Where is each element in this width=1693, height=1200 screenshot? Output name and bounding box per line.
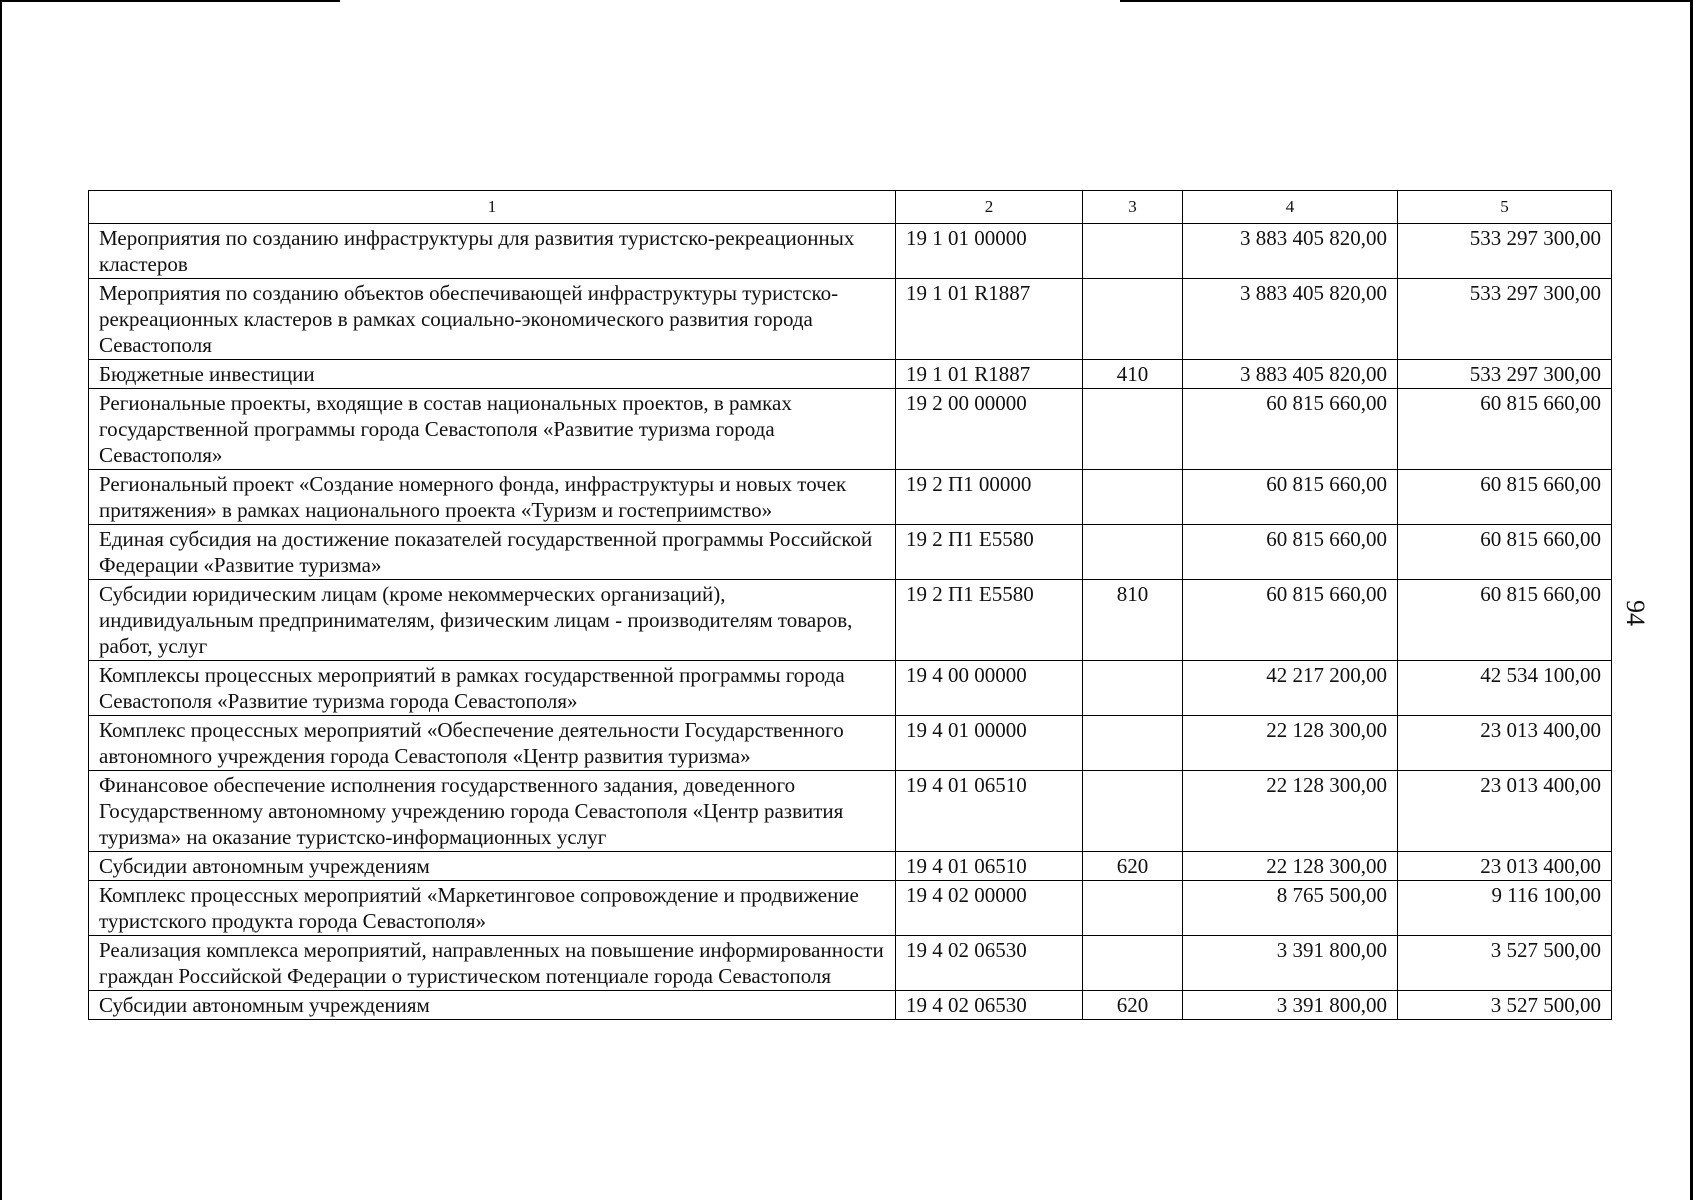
header-row xyxy=(89,191,1612,224)
row-code: 19 4 02 06530 xyxy=(896,991,1083,1020)
header-col-5: 5 xyxy=(1398,191,1612,224)
row-code: 19 4 01 06510 xyxy=(896,771,1083,852)
table-row xyxy=(89,389,1612,470)
row-sum-2: 3 527 500,00 xyxy=(1398,991,1612,1020)
row-sum-1: 60 815 660,00 xyxy=(1183,525,1398,580)
row-sum-2: 23 013 400,00 xyxy=(1398,852,1612,881)
row-sum-2: 533 297 300,00 xyxy=(1398,360,1612,389)
row-sum-2: 23 013 400,00 xyxy=(1398,716,1612,771)
row-name: Субсидии автономным учреждениям xyxy=(89,852,896,881)
row-sum-2: 42 534 100,00 xyxy=(1398,661,1612,716)
budget-table xyxy=(88,190,1612,1020)
table-row xyxy=(89,771,1612,852)
row-type xyxy=(1083,716,1183,771)
row-type: 620 xyxy=(1083,852,1183,881)
row-code: 19 1 01 R1887 xyxy=(896,279,1083,360)
table-row xyxy=(89,525,1612,580)
row-code: 19 2 00 00000 xyxy=(896,389,1083,470)
row-name: Реализация комплекса мероприятий, направленных на повышение информированности граждан Российской Федерации о туристическом потенциале города Севастополя xyxy=(89,936,896,991)
row-sum-2: 60 815 660,00 xyxy=(1398,470,1612,525)
row-sum-1: 3 883 405 820,00 xyxy=(1183,279,1398,360)
row-sum-1: 42 217 200,00 xyxy=(1183,661,1398,716)
row-code: 19 2 П1 Е5580 xyxy=(896,580,1083,661)
row-sum-2: 3 527 500,00 xyxy=(1398,936,1612,991)
row-sum-2: 60 815 660,00 xyxy=(1398,525,1612,580)
row-name: Единая субсидия на достижение показателей государственной программы Российской Федерации «Развитие туризма» xyxy=(89,525,896,580)
header-col-4: 4 xyxy=(1183,191,1398,224)
row-code: 19 1 01 R1887 xyxy=(896,360,1083,389)
row-name: Мероприятия по созданию инфраструктуры для развития туристско-рекреационных кластеров xyxy=(89,224,896,279)
row-sum-1: 60 815 660,00 xyxy=(1183,580,1398,661)
table-row xyxy=(89,661,1612,716)
row-name: Мероприятия по созданию объектов обеспечивающей инфраструктуры туристско-рекреационных кластеров в рамках социально-экономического развития города Севастополя xyxy=(89,279,896,360)
row-type xyxy=(1083,389,1183,470)
row-code: 19 2 П1 Е5580 xyxy=(896,525,1083,580)
row-type xyxy=(1083,525,1183,580)
row-code: 19 4 01 06510 xyxy=(896,852,1083,881)
table-row xyxy=(89,936,1612,991)
row-sum-1: 22 128 300,00 xyxy=(1183,771,1398,852)
page-number: 94 xyxy=(1621,600,1650,626)
row-sum-1: 3 391 800,00 xyxy=(1183,936,1398,991)
row-sum-1: 8 765 500,00 xyxy=(1183,881,1398,936)
page-border-gap xyxy=(340,0,1120,2)
row-type xyxy=(1083,936,1183,991)
row-sum-2: 23 013 400,00 xyxy=(1398,771,1612,852)
row-name: Комплекс процессных мероприятий «Обеспечение деятельности Государственного автономного учреждения города Севастополя «Центр развития туризма» xyxy=(89,716,896,771)
row-sum-1: 60 815 660,00 xyxy=(1183,470,1398,525)
row-name: Субсидии автономным учреждениям xyxy=(89,991,896,1020)
row-sum-1: 3 391 800,00 xyxy=(1183,991,1398,1020)
table-row xyxy=(89,991,1612,1020)
row-type xyxy=(1083,470,1183,525)
row-type: 620 xyxy=(1083,991,1183,1020)
row-code: 19 4 02 00000 xyxy=(896,881,1083,936)
row-code: 19 2 П1 00000 xyxy=(896,470,1083,525)
row-name: Региональный проект «Создание номерного фонда, инфраструктуры и новых точек притяжения» в рамках национального проекта «Туризм и гостеприимство» xyxy=(89,470,896,525)
row-sum-1: 60 815 660,00 xyxy=(1183,389,1398,470)
table-row xyxy=(89,881,1612,936)
row-sum-1: 3 883 405 820,00 xyxy=(1183,360,1398,389)
row-type xyxy=(1083,224,1183,279)
table-row xyxy=(89,470,1612,525)
row-name: Региональные проекты, входящие в состав национальных проектов, в рамках государственной программы города Севастополя «Развитие туризма города Севастополя» xyxy=(89,389,896,470)
row-type: 410 xyxy=(1083,360,1183,389)
table-row xyxy=(89,852,1612,881)
table-row xyxy=(89,224,1612,279)
row-sum-2: 60 815 660,00 xyxy=(1398,580,1612,661)
row-type xyxy=(1083,279,1183,360)
row-name: Комплексы процессных мероприятий в рамках государственной программы города Севастополя «Развитие туризма города Севастополя» xyxy=(89,661,896,716)
row-name: Финансовое обеспечение исполнения государственного задания, доведенного Государственному автономному учреждению города Севастополя «Центр развития туризма» на оказание туристско-информационных услуг xyxy=(89,771,896,852)
row-sum-1: 3 883 405 820,00 xyxy=(1183,224,1398,279)
header-col-3: 3 xyxy=(1083,191,1183,224)
row-type xyxy=(1083,661,1183,716)
header-col-1: 1 xyxy=(89,191,896,224)
table-row xyxy=(89,580,1612,661)
row-sum-2: 533 297 300,00 xyxy=(1398,279,1612,360)
row-sum-1: 22 128 300,00 xyxy=(1183,716,1398,771)
row-code: 19 4 01 00000 xyxy=(896,716,1083,771)
row-sum-2: 533 297 300,00 xyxy=(1398,224,1612,279)
table-row xyxy=(89,279,1612,360)
row-type: 810 xyxy=(1083,580,1183,661)
table-row xyxy=(89,360,1612,389)
row-code: 19 4 02 06530 xyxy=(896,936,1083,991)
row-sum-2: 60 815 660,00 xyxy=(1398,389,1612,470)
page-border-left xyxy=(0,0,2,1200)
row-code: 19 4 00 00000 xyxy=(896,661,1083,716)
header-col-2: 2 xyxy=(896,191,1083,224)
row-name: Субсидии юридическим лицам (кроме некоммерческих организаций), индивидуальным предпринимателям, физическим лицам - производителям товаров, работ, услуг xyxy=(89,580,896,661)
table-row xyxy=(89,716,1612,771)
row-type xyxy=(1083,881,1183,936)
row-code: 19 1 01 00000 xyxy=(896,224,1083,279)
row-type xyxy=(1083,771,1183,852)
row-name: Бюджетные инвестиции xyxy=(89,360,896,389)
row-sum-1: 22 128 300,00 xyxy=(1183,852,1398,881)
row-sum-2: 9 116 100,00 xyxy=(1398,881,1612,936)
row-name: Комплекс процессных мероприятий «Маркетинговое сопровождение и продвижение туристского продукта города Севастополя» xyxy=(89,881,896,936)
